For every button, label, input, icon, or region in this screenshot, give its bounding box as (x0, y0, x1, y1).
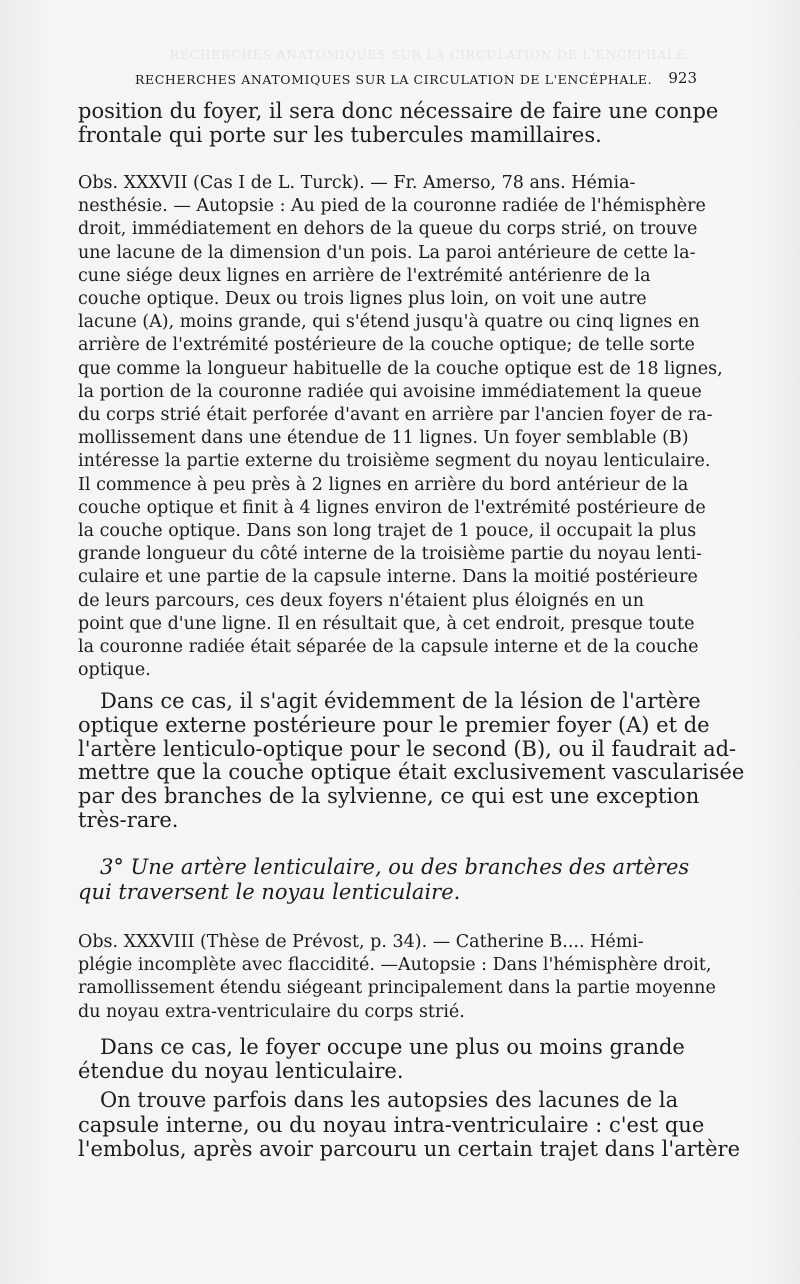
text-line: étendue du noyau lenticulaire. (78, 1058, 404, 1083)
text-line: très-rare. (78, 807, 179, 832)
paragraph-intro (78, 100, 718, 147)
paragraph-foyer (78, 1036, 685, 1083)
text-line: une lacune de la dimension d'un pois. La paroi antérieure de cette la- (78, 242, 696, 263)
text-line: optique externe postérieure pour le premier foyer (A) et de (78, 712, 710, 737)
text-line: du corps strié était perforée d'avant en arrière par l'ancien foyer de ra- (78, 405, 713, 426)
text-line: 3° Une artère lenticulaire, ou des branches des artères (100, 855, 690, 879)
running-header (135, 69, 697, 92)
running-title: RECHERCHES ANATOMIQUES SUR LA CIRCULATION DE L'ENCÉPHALE. (135, 72, 653, 87)
text-line: couche optique. Deux ou trois lignes plus loin, on voit une autre (78, 289, 647, 310)
text-line: couche optique et finit à 4 lignes environ de l'extrémité postérieure de (78, 497, 706, 518)
text-line: cune siége deux lignes en arrière de l'extrémité antérienre de la (78, 265, 651, 286)
text-line: Il commence à peu près à 2 lignes en arrière du bord antérieur de la (78, 474, 689, 495)
text-line: du noyau extra-ventriculaire du corps strié. (78, 1001, 465, 1022)
text-line: On trouve parfois dans les autopsies des lacunes de la (100, 1088, 679, 1112)
text-line: point que d'une ligne. Il en résultait que, à cet endroit, presque toute (78, 613, 695, 634)
text-line: de leurs parcours, ces deux foyers n'étaient plus éloignés en un (78, 590, 644, 611)
section-heading (78, 855, 689, 905)
text-line: mettre que la couche optique était exclusivement vascularisée (78, 760, 745, 785)
text-line: la portion de la couronne radiée qui avoisine immédiatement la queue (78, 381, 702, 402)
text-line: lacune (A), moins grande, qui s'étend jusqu'à quatre ou cinq lignes en (78, 312, 700, 333)
text-line: plégie incomplète avec flaccidité. —Autopsie : Dans l'hémisphère droit, (78, 955, 712, 976)
observation-37 (78, 172, 723, 682)
text-line: grande longueur du côté interne de la troisième partie du noyau lenti- (78, 544, 702, 565)
text-line: Obs. XXXVIII (Thèse de Prévost, p. 34). — Catherine B.... Hémi- (78, 932, 644, 952)
text-line: l'artère lenticulo-optique pour le second (B), ou il faudrait ad- (78, 736, 737, 761)
text-line: ramollissement étendu siégeant principalement dans la partie moyenne (78, 978, 716, 999)
text-line: qui traversent le noyau lenticulaire. (78, 880, 461, 904)
text-line: Dans ce cas, le foyer occupe une plus ou moins grande (100, 1035, 685, 1059)
text-line: intéresse la partie externe du troisième segment du noyau lenticulaire. (78, 451, 711, 472)
text-line: frontale qui porte sur les tubercules mamillaires. (78, 122, 602, 147)
text-line: arrière de l'extrémité postérieure de la couche optique; de telle sorte (78, 335, 695, 356)
text-line: la couronne radiée était séparée de la capsule interne et de la couche (78, 637, 699, 658)
page-number: 923 (668, 69, 697, 87)
text-line: droit, immédiatement en dehors de la queue du corps strié, on trouve (78, 219, 698, 240)
text-line: que comme la longueur habituelle de la couche optique est de 18 lignes, (78, 358, 723, 379)
text-line: culaire et une partie de la capsule interne. Dans la moitié postérieure (78, 567, 698, 588)
text-line: par des branches de la sylvienne, ce qui est une exception (78, 784, 700, 809)
text-line: position du foyer, il sera donc nécessaire de faire une conpe (78, 99, 719, 123)
text-line: la couche optique. Dans son long trajet de 1 pouce, il occupait la plus (78, 521, 697, 542)
text-line: capsule interne, ou du noyau intra-ventriculaire : c'est que (78, 1112, 705, 1137)
observation-38 (78, 931, 716, 1024)
text-line: nesthésie. — Autopsie : Au pied de la couronne radiée de l'hémisphère (78, 196, 706, 217)
text-line: l'embolus, après avoir parcouru un certain trajet dans l'artère (78, 1137, 740, 1161)
text-line: Dans ce cas, il s'agit évidemment de la lésion de l'artère (100, 689, 701, 713)
text-line: Obs. XXXVII (Cas I de L. Turck). — Fr. Amerso, 78 ans. Hémia- (78, 173, 636, 193)
text-line: optique. (78, 660, 151, 681)
bleed-through-text: RECHERCHES ANATOMIQUES SUR LA CIRCULATION DE L'ENCÉPHALE. (170, 48, 691, 62)
paragraph-case-discussion (78, 690, 744, 833)
text-line: mollissement dans une étendue de 11 lignes. Un foyer semblable (B) (78, 428, 689, 449)
paragraph-final (78, 1088, 740, 1162)
